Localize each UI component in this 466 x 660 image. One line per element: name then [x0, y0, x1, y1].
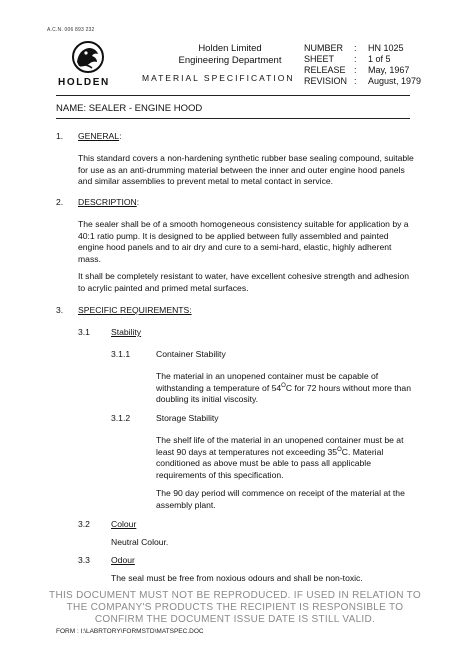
name-divider: [56, 118, 410, 119]
subsection-heading: [111, 519, 136, 529]
general-paragraph: This standard covers a non-hardening synthetic rubber base sealing compound, suitable for use as an anti-drumming material between the inner and outer engine hood panels and similar assemblies to prevent metal to metal contact in service.: [78, 153, 414, 186]
subsection-number: 3.3: [78, 555, 90, 565]
subsection-title: Odour: [111, 555, 135, 565]
header-divider: [56, 95, 410, 96]
meta-value: August, 1979: [368, 76, 422, 86]
meta-row: [304, 76, 421, 87]
meta-key: NUMBER: [304, 43, 344, 53]
degree-sup: O: [337, 446, 342, 453]
degree-sup: O: [281, 382, 286, 389]
document-type: MATERIAL SPECIFICATION: [142, 73, 295, 83]
text-run: The shelf life of the material in an unopened container must be at least 90 days at temperatures not exceeding 35: [156, 435, 404, 457]
section-number: 1.: [56, 131, 64, 141]
material-name: NAME: SEALER - ENGINE HOOD: [56, 103, 203, 114]
subsection-heading: [111, 327, 141, 337]
notice-line: THIS DOCUMENT MUST NOT BE REPRODUCED. IF USED IN RELATION TO: [49, 590, 421, 601]
form-path: FORM : I:\LABRTORY\FORMSTD\MATSPEC.DOC: [56, 628, 204, 635]
meta-value: HN 1025: [368, 43, 404, 53]
subsection-title: Stability: [111, 327, 142, 337]
section-heading: GENERAL:: [78, 131, 122, 141]
text-run: The material in an unopened container must be capable of withstanding a temperature of 54: [156, 371, 379, 393]
section-heading: [78, 305, 192, 315]
section-title: DESCRIPTION: [78, 197, 137, 207]
subsection-number: 3.2: [78, 519, 90, 529]
description-paragraph-2: It shall be completely resistant to water, have excellent cohesive strength and adhesion to acrylic painted and primed metal surfaces.: [78, 271, 410, 293]
text-run: C for 72 hours without more than doubling its initial viscosity.: [156, 382, 411, 404]
section-number: 3.: [56, 305, 64, 315]
meta-colon: :: [354, 43, 357, 53]
department-name: Engineering Department: [178, 55, 282, 66]
subsubsection-title: Storage Stability: [156, 413, 219, 423]
holden-wordmark: HOLDEN: [58, 77, 110, 88]
storage-period-paragraph: The 90 day period will commence on receipt of the material at the assembly plant.: [156, 488, 405, 510]
reproduction-notice: [36, 590, 434, 626]
meta-row: [304, 54, 421, 65]
meta-colon: :: [354, 54, 357, 64]
subsection-number: 3.1: [78, 327, 90, 337]
section-title: SPECIFIC REQUIREMENTS:: [78, 305, 192, 315]
subsubsection-title: Container Stability: [156, 349, 226, 359]
meta-key: REVISION: [304, 76, 348, 86]
subsection-title: Colour: [111, 519, 137, 529]
acn-number: A.C.N. 006 893 232: [47, 27, 95, 33]
meta-colon: :: [354, 65, 357, 75]
storage-stability-paragraph: [156, 435, 420, 481]
meta-value: 1 of 5: [368, 54, 391, 64]
subsubsection-number: 3.1.1: [111, 349, 131, 359]
meta-row: [304, 43, 421, 54]
section-title: GENERAL: [78, 131, 120, 141]
text-run: C. Material conditioned as above must be able to pass all applicable requirements of this specification.: [156, 446, 384, 480]
container-stability-paragraph: [156, 371, 418, 406]
colour-paragraph: Neutral Colour.: [111, 537, 169, 547]
subsubsection-number: 3.1.2: [111, 413, 131, 423]
notice-line: THE COMPANY'S PRODUCTS THE RECIPIENT IS RESPONSIBLE TO: [66, 602, 404, 613]
document-meta: [304, 43, 421, 87]
odour-paragraph: The seal must be free from noxious odours and shall be non-toxic.: [111, 573, 363, 583]
meta-colon: :: [354, 76, 357, 86]
subsection-heading: [111, 555, 135, 565]
meta-key: RELEASE: [304, 65, 346, 75]
meta-row: [304, 65, 421, 76]
notice-line: CONFIRM THE DOCUMENT ISSUE DATE IS STILL VALID.: [94, 614, 376, 625]
meta-value: May, 1967: [368, 65, 410, 75]
section-number: 2.: [56, 197, 64, 207]
company-name: Holden Limited: [198, 43, 262, 54]
company-block: [150, 43, 310, 67]
description-paragraph: The sealer shall be of a smooth homogeneous consistency suitable for application by a 40:1 ratio pump. It is designed to be applied between fully assembled and painted engine hood panels and to air dry and cure to a semi-hard, elastic, highly adherent mass.: [78, 219, 409, 264]
meta-key: SHEET: [304, 54, 335, 64]
section-heading: DESCRIPTION:: [78, 197, 140, 207]
